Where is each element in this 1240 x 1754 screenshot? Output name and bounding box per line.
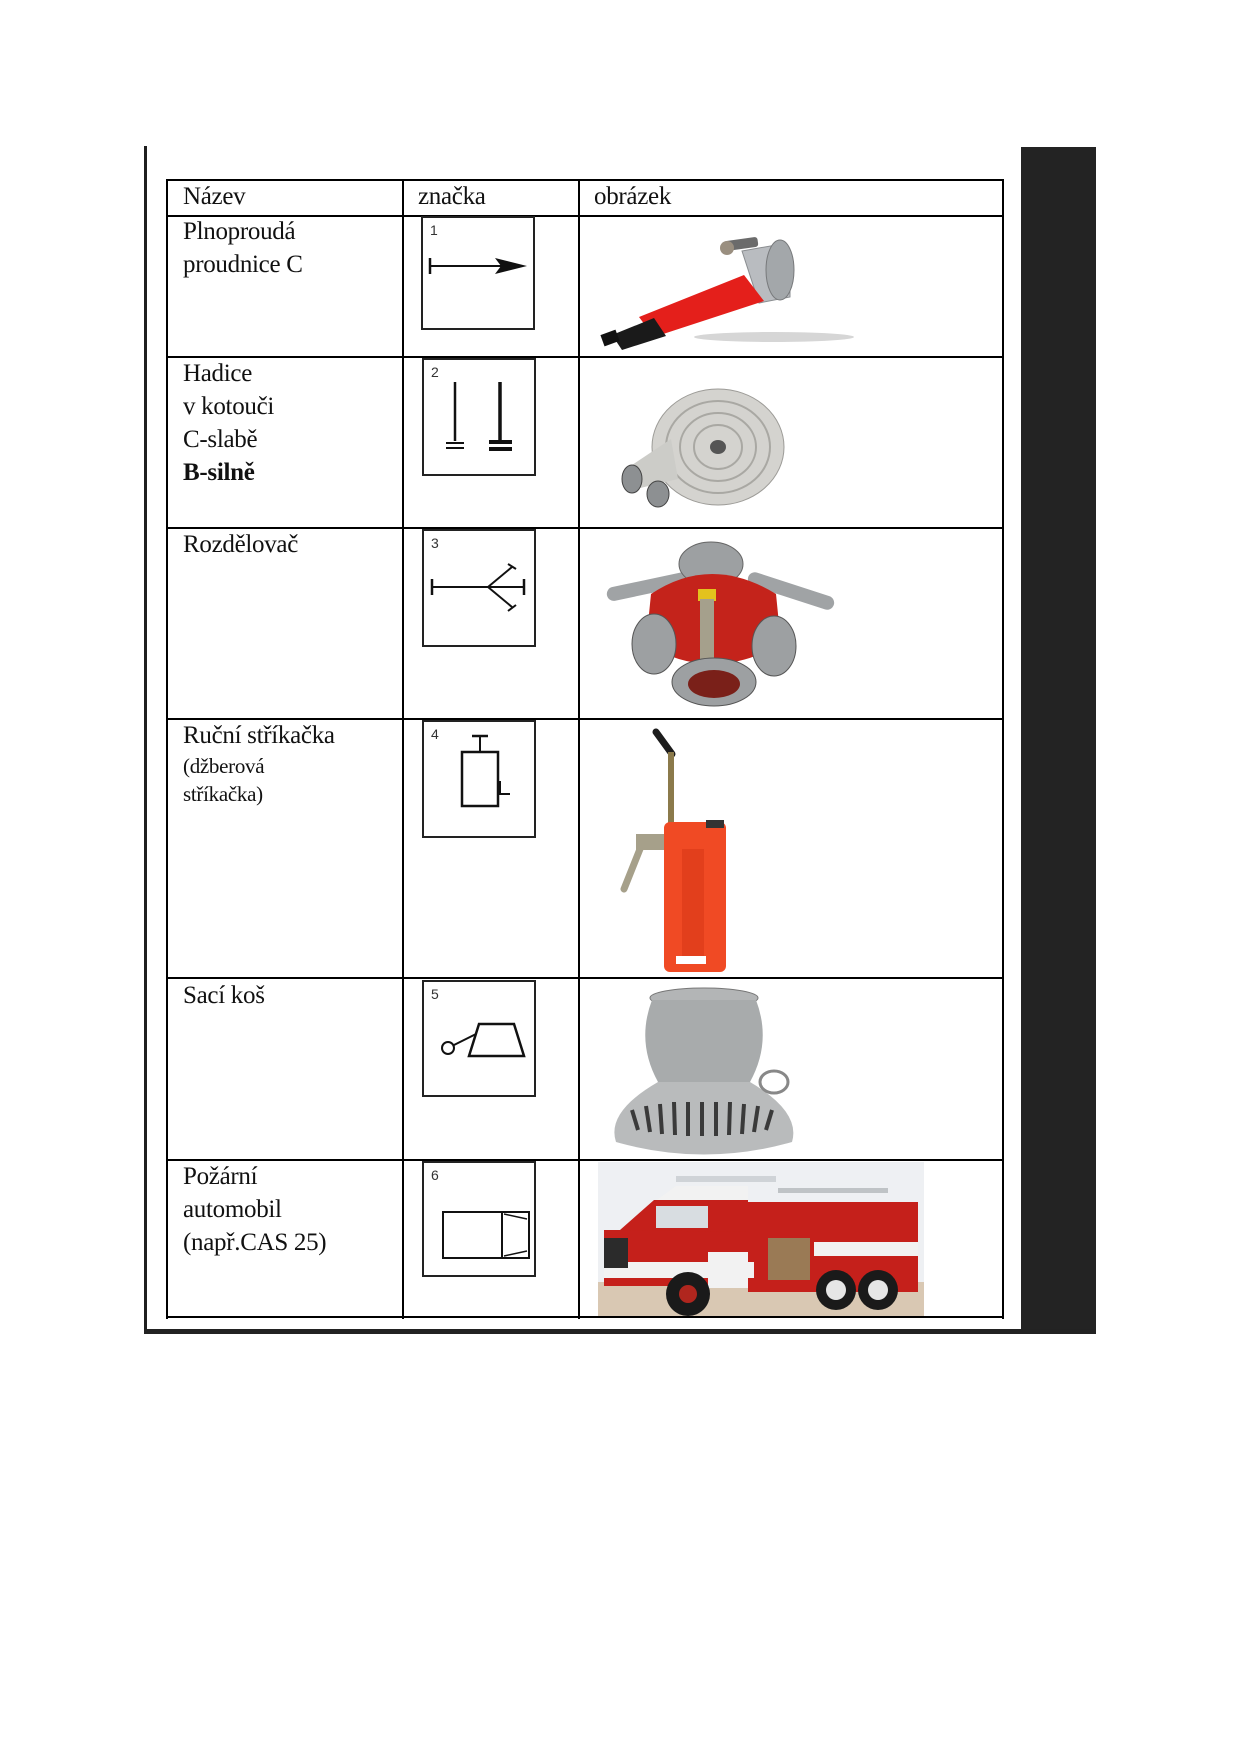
row-1-name xyxy=(183,215,303,281)
table-border xyxy=(578,179,580,1319)
page-frame-right-shadow xyxy=(1021,147,1096,1334)
name-line: Plnoproudá xyxy=(183,218,296,245)
name-line: proudnice C xyxy=(183,251,303,278)
name-line: Požární xyxy=(183,1163,258,1190)
row-3-name xyxy=(183,528,298,561)
row-6-name xyxy=(183,1160,326,1259)
symbol-number: 3 xyxy=(431,535,439,551)
hand-pump-photo xyxy=(606,724,756,974)
name-line: Rozdělovač xyxy=(183,531,299,558)
symbol-number: 5 xyxy=(431,986,439,1002)
header-name: Název xyxy=(183,183,246,210)
fire-nozzle-photo xyxy=(594,215,894,355)
hose-roll-icon xyxy=(422,358,536,476)
nozzle-arrow-icon xyxy=(421,216,535,330)
table-border xyxy=(166,179,1004,181)
hand-pump-glyph xyxy=(424,722,538,840)
name-line: Ruční stříkačka xyxy=(183,722,335,749)
name-line-bold: B-silně xyxy=(183,459,255,486)
distributor-icon xyxy=(422,529,536,647)
table-border xyxy=(402,179,404,1319)
suction-strainer-photo xyxy=(596,982,796,1162)
hose-roll-glyph xyxy=(424,360,538,478)
table-border xyxy=(166,1316,1004,1318)
equipment-table xyxy=(166,179,1003,1318)
symbol-number: 4 xyxy=(431,726,439,742)
symbol-number: 1 xyxy=(430,222,438,238)
name-line: automobil xyxy=(183,1196,282,1223)
row-5-name xyxy=(183,979,265,1012)
name-line: v kotouči xyxy=(183,393,275,420)
hand-pump-icon xyxy=(422,720,536,838)
rolled-hose-photo xyxy=(606,379,806,519)
name-line: Hadice xyxy=(183,360,252,387)
nozzle-arrow-glyph xyxy=(423,218,537,332)
fire-truck-photo xyxy=(598,1162,924,1316)
table-border xyxy=(166,179,168,1319)
name-sub-line: (džberová xyxy=(183,754,265,778)
table-border xyxy=(1002,179,1004,1319)
row-2-name xyxy=(183,357,274,489)
symbol-number: 6 xyxy=(431,1167,439,1183)
name-line: C-slabě xyxy=(183,426,258,453)
distributor-photo xyxy=(596,534,876,714)
page-frame-left-edge xyxy=(144,146,147,1333)
distributor-glyph xyxy=(424,531,538,649)
symbol-number: 2 xyxy=(431,364,439,380)
suction-strainer-glyph xyxy=(424,982,538,1099)
table-border xyxy=(166,977,1004,979)
fire-truck-icon xyxy=(422,1161,536,1277)
header-symbol: značka xyxy=(418,183,486,210)
row-4-name xyxy=(183,719,335,808)
name-line: (např.CAS 25) xyxy=(183,1229,327,1256)
name-line: Sací koš xyxy=(183,982,265,1009)
header-picture: obrázek xyxy=(594,183,672,210)
name-sub-line: stříkačka) xyxy=(183,782,263,806)
suction-strainer-icon xyxy=(422,980,536,1097)
table-border xyxy=(166,356,1004,358)
fire-truck-glyph xyxy=(424,1163,538,1279)
page-frame-bottom-shadow xyxy=(144,1329,1096,1334)
